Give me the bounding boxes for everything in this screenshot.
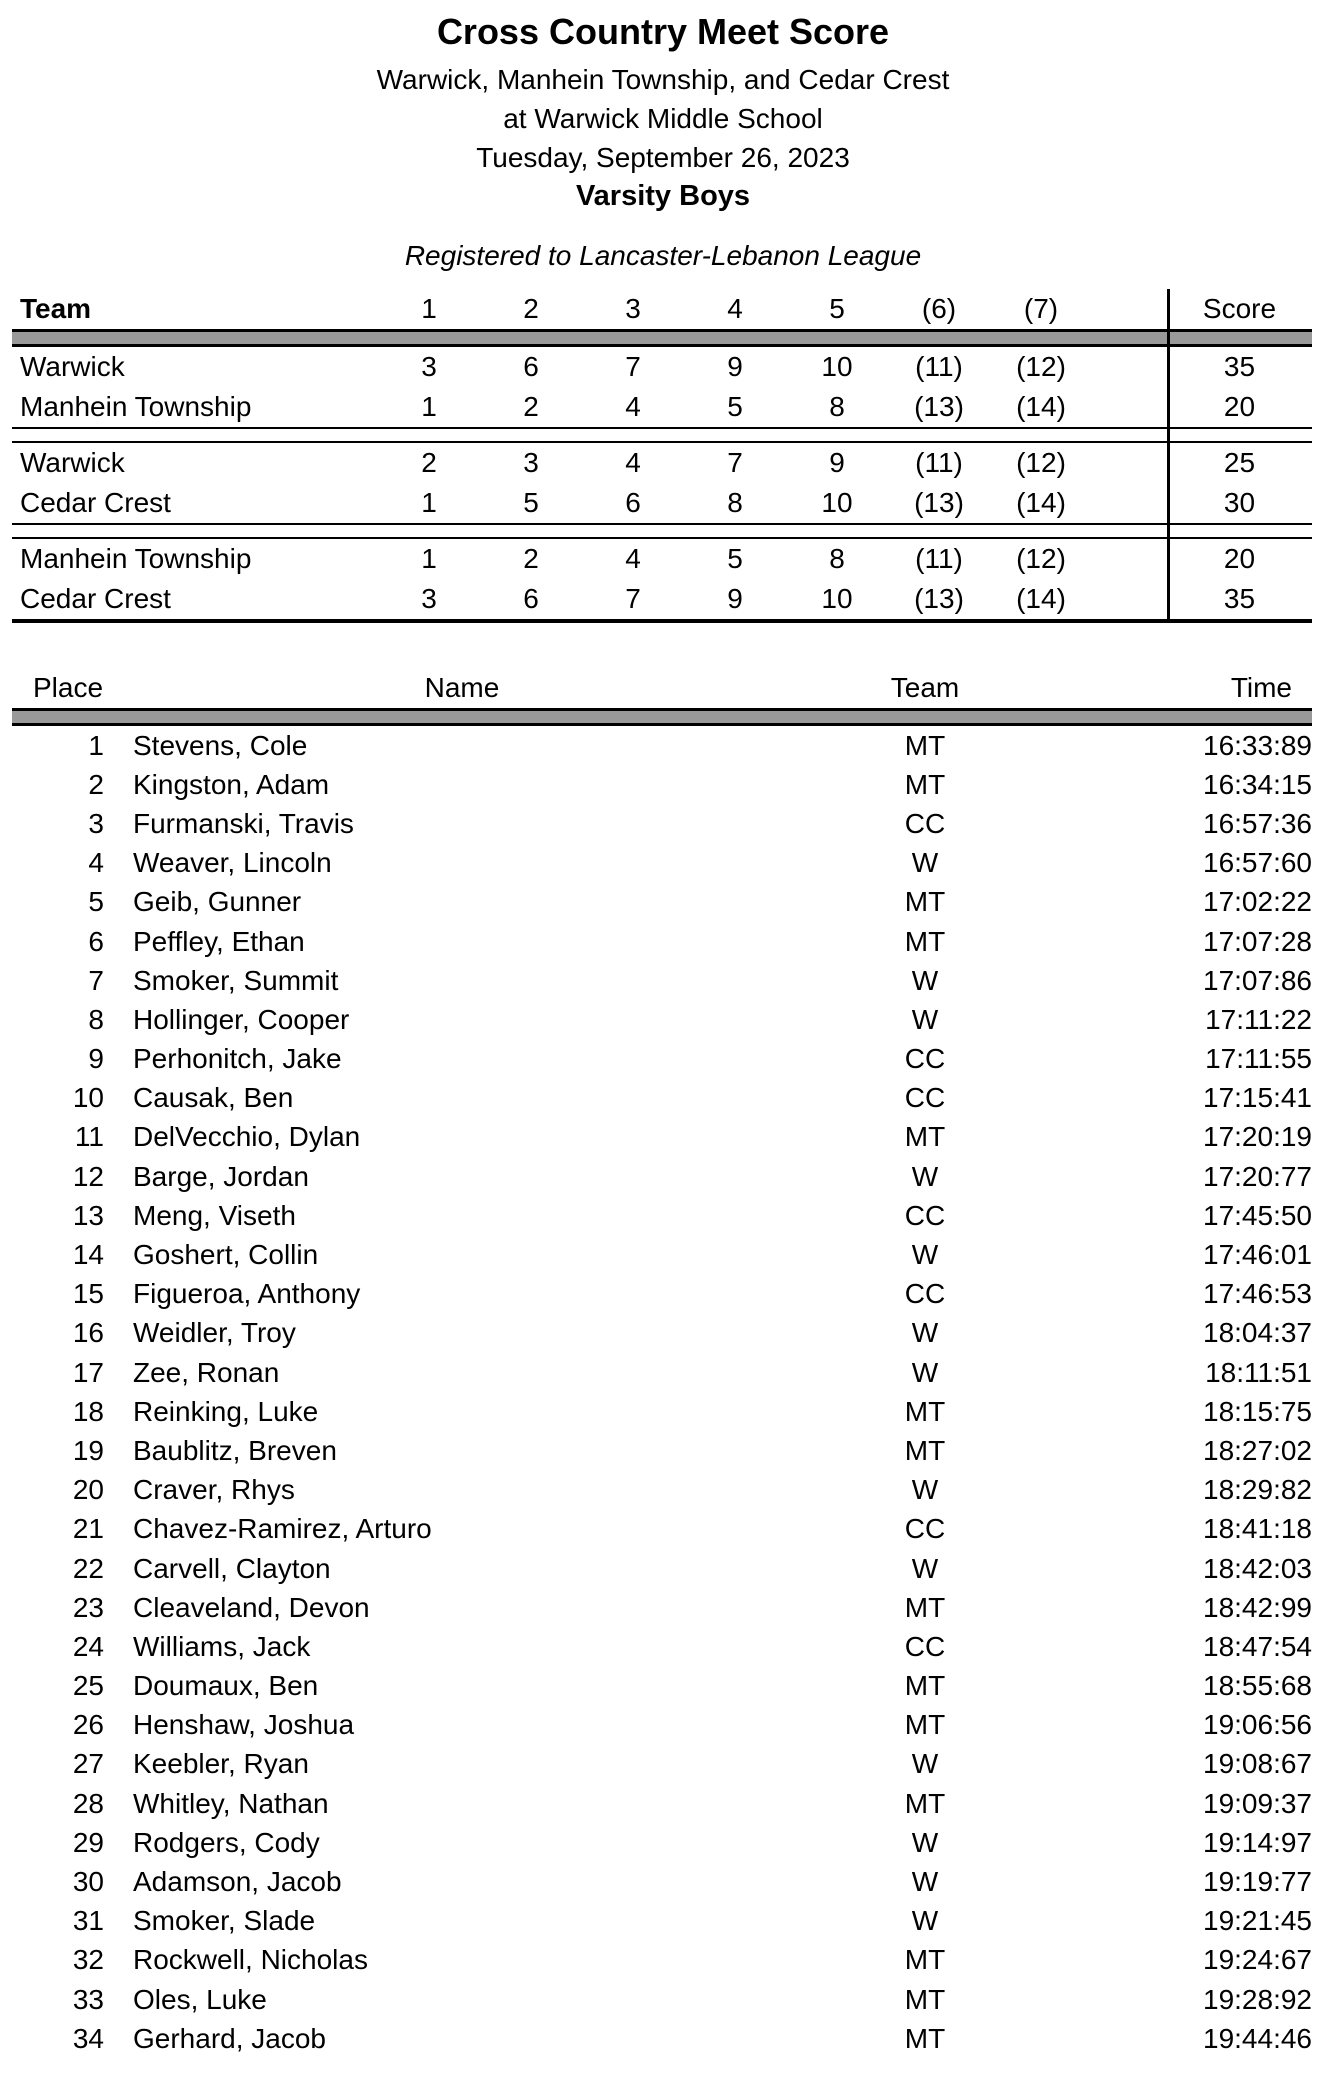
score-table-groups bbox=[12, 347, 1312, 619]
result-time-cell: 19:09:37 bbox=[1203, 1787, 1312, 1819]
header-place-4: 4 bbox=[727, 293, 743, 324]
result-name-cell: Smoker, Slade bbox=[133, 1905, 316, 1937]
result-team-cell: W bbox=[911, 1356, 939, 1388]
header-time: Time bbox=[1230, 672, 1292, 703]
results-table-body bbox=[12, 726, 1312, 2058]
result-team-cell: W bbox=[911, 1317, 939, 1349]
place-number-cell: 2 bbox=[523, 543, 539, 574]
result-row bbox=[12, 804, 1312, 843]
place-number-cell: 8 bbox=[727, 487, 743, 518]
place-number-cell: 5 bbox=[727, 391, 743, 422]
place-number-cell: 9 bbox=[727, 583, 743, 614]
result-row bbox=[12, 1902, 1312, 1941]
header-team: Team bbox=[20, 293, 92, 324]
result-place-cell: 21 bbox=[72, 1513, 104, 1545]
score-row bbox=[12, 443, 1312, 483]
result-team-cell: MT bbox=[904, 1944, 946, 1976]
result-row bbox=[12, 726, 1312, 765]
result-name-cell: Oles, Luke bbox=[133, 1983, 267, 2015]
result-row bbox=[12, 1353, 1312, 1392]
result-time-cell: 19:24:67 bbox=[1203, 1944, 1312, 1976]
result-name-cell: Doumaux, Ben bbox=[133, 1670, 319, 1702]
meet-score-document bbox=[0, 12, 1326, 2085]
result-name-cell: Henshaw, Joshua bbox=[133, 1709, 355, 1741]
result-team-cell: W bbox=[911, 1552, 939, 1584]
place-number-cell: (12) bbox=[1016, 543, 1066, 574]
place-number-cell: (14) bbox=[1016, 391, 1066, 422]
result-team-cell: W bbox=[911, 1160, 939, 1192]
result-name-cell: Rockwell, Nicholas bbox=[133, 1944, 368, 1976]
result-row bbox=[12, 1627, 1312, 1666]
place-number-cell: (12) bbox=[1016, 351, 1066, 382]
score-row bbox=[12, 539, 1312, 579]
result-time-cell: 17:07:28 bbox=[1203, 925, 1312, 957]
result-team-cell: W bbox=[911, 1003, 939, 1035]
result-time-cell: 18:15:75 bbox=[1203, 1395, 1312, 1427]
result-row bbox=[12, 1510, 1312, 1549]
result-team-cell: MT bbox=[904, 1395, 946, 1427]
result-row bbox=[12, 922, 1312, 961]
result-row bbox=[12, 883, 1312, 922]
place-number-cell: 4 bbox=[625, 391, 641, 422]
document-header bbox=[0, 12, 1326, 275]
result-name-cell: Rodgers, Cody bbox=[133, 1826, 320, 1858]
result-place-cell: 10 bbox=[72, 1082, 104, 1114]
result-row bbox=[12, 961, 1312, 1000]
score-value-cell: 20 bbox=[1223, 391, 1256, 422]
result-place-cell: 8 bbox=[88, 1003, 104, 1035]
header-place-2: 2 bbox=[523, 293, 539, 324]
place-number-cell: 4 bbox=[625, 543, 641, 574]
team-name-cell: Manhein Township bbox=[20, 543, 252, 574]
result-name-cell: Goshert, Collin bbox=[133, 1239, 319, 1271]
place-number-cell: 3 bbox=[421, 351, 437, 382]
place-number-cell: 10 bbox=[821, 487, 853, 518]
place-number-cell: 1 bbox=[421, 487, 437, 518]
result-team-cell: MT bbox=[904, 886, 946, 918]
result-name-cell: Craver, Rhys bbox=[133, 1474, 295, 1506]
result-row bbox=[12, 1196, 1312, 1235]
place-number-cell: (13) bbox=[914, 391, 964, 422]
result-time-cell: 16:33:89 bbox=[1203, 729, 1312, 761]
result-row bbox=[12, 1667, 1312, 1706]
result-row bbox=[12, 1079, 1312, 1118]
place-number-cell: 10 bbox=[821, 351, 853, 382]
result-name-cell: Reinking, Luke bbox=[133, 1395, 319, 1427]
result-row bbox=[12, 1392, 1312, 1431]
place-number-cell: (13) bbox=[914, 487, 964, 518]
header-place-3: 3 bbox=[625, 293, 641, 324]
result-team-cell: MT bbox=[904, 729, 946, 761]
result-time-cell: 17:15:41 bbox=[1203, 1082, 1312, 1114]
result-time-cell: 18:04:37 bbox=[1203, 1317, 1312, 1349]
place-number-cell: 3 bbox=[523, 447, 539, 478]
result-team-cell: CC bbox=[904, 1082, 946, 1114]
matchup-separator bbox=[12, 427, 1312, 443]
result-team-cell: CC bbox=[904, 807, 946, 839]
place-number-cell: 6 bbox=[523, 583, 539, 614]
place-number-cell: 7 bbox=[625, 583, 641, 614]
score-row bbox=[12, 483, 1312, 523]
place-number-cell: 2 bbox=[421, 447, 437, 478]
result-place-cell: 14 bbox=[72, 1239, 104, 1271]
result-place-cell: 1 bbox=[88, 729, 104, 761]
place-number-cell: (14) bbox=[1016, 487, 1066, 518]
result-name-cell: Meng, Viseth bbox=[133, 1199, 296, 1231]
result-row bbox=[12, 1980, 1312, 2019]
result-name-cell: Perhonitch, Jake bbox=[133, 1043, 342, 1075]
results-header-row bbox=[12, 668, 1312, 708]
result-place-cell: 18 bbox=[72, 1395, 104, 1427]
result-row bbox=[12, 1784, 1312, 1823]
result-place-cell: 34 bbox=[72, 2022, 104, 2054]
place-number-cell: 10 bbox=[821, 583, 853, 614]
result-name-cell: Figueroa, Anthony bbox=[133, 1278, 361, 1310]
result-team-cell: MT bbox=[904, 925, 946, 957]
result-place-cell: 33 bbox=[72, 1983, 104, 2015]
result-row bbox=[12, 1941, 1312, 1980]
place-number-cell: (14) bbox=[1016, 583, 1066, 614]
result-team-cell: W bbox=[911, 1474, 939, 1506]
score-row bbox=[12, 347, 1312, 387]
result-time-cell: 18:55:68 bbox=[1203, 1670, 1312, 1702]
place-number-cell: 9 bbox=[829, 447, 845, 478]
result-place-cell: 6 bbox=[88, 925, 104, 957]
result-name-cell: Geib, Gunner bbox=[133, 886, 302, 918]
result-time-cell: 19:06:56 bbox=[1203, 1709, 1312, 1741]
result-place-cell: 30 bbox=[72, 1866, 104, 1898]
result-place-cell: 3 bbox=[88, 807, 104, 839]
result-row bbox=[12, 1040, 1312, 1079]
place-number-cell: (11) bbox=[915, 351, 963, 382]
score-value-cell: 20 bbox=[1223, 543, 1256, 574]
result-time-cell: 17:45:50 bbox=[1203, 1199, 1312, 1231]
result-time-cell: 17:11:55 bbox=[1205, 1043, 1312, 1075]
score-table-header-row bbox=[12, 289, 1312, 329]
page-title: Cross Country Meet Score bbox=[436, 11, 890, 52]
score-table-bottom-rule bbox=[12, 619, 1312, 623]
place-number-cell: 7 bbox=[625, 351, 641, 382]
result-name-cell: Carvell, Clayton bbox=[133, 1552, 331, 1584]
team-name-cell: Warwick bbox=[20, 447, 125, 478]
header-place-6: (6) bbox=[921, 293, 957, 324]
place-number-cell: 4 bbox=[625, 447, 641, 478]
result-team-cell: W bbox=[911, 1866, 939, 1898]
result-time-cell: 17:07:86 bbox=[1203, 964, 1312, 996]
result-name-cell: Gerhard, Jacob bbox=[133, 2022, 326, 2054]
result-time-cell: 18:47:54 bbox=[1203, 1630, 1312, 1662]
result-time-cell: 18:42:03 bbox=[1203, 1552, 1312, 1584]
result-place-cell: 28 bbox=[72, 1787, 104, 1819]
result-name-cell: Smoker, Summit bbox=[133, 964, 339, 996]
result-place-cell: 16 bbox=[72, 1317, 104, 1349]
place-number-cell: 3 bbox=[421, 583, 437, 614]
result-time-cell: 19:21:45 bbox=[1203, 1905, 1312, 1937]
place-number-cell: 7 bbox=[727, 447, 743, 478]
result-time-cell: 18:41:18 bbox=[1203, 1513, 1312, 1545]
result-place-cell: 17 bbox=[72, 1356, 104, 1388]
result-team-cell: W bbox=[911, 1748, 939, 1780]
place-number-cell: (12) bbox=[1016, 447, 1066, 478]
result-team-cell: CC bbox=[904, 1630, 946, 1662]
result-place-cell: 5 bbox=[88, 886, 104, 918]
place-number-cell: 1 bbox=[421, 543, 437, 574]
result-place-cell: 19 bbox=[72, 1434, 104, 1466]
result-name-cell: Chavez-Ramirez, Arturo bbox=[133, 1513, 432, 1545]
score-value-cell: 25 bbox=[1223, 447, 1256, 478]
result-row bbox=[12, 1706, 1312, 1745]
result-time-cell: 19:14:97 bbox=[1203, 1826, 1312, 1858]
result-time-cell: 19:28:92 bbox=[1203, 1983, 1312, 2015]
result-row bbox=[12, 1000, 1312, 1039]
result-place-cell: 4 bbox=[88, 847, 104, 879]
place-number-cell: (11) bbox=[915, 543, 963, 574]
result-time-cell: 17:46:01 bbox=[1203, 1239, 1312, 1271]
header-team-col: Team bbox=[890, 672, 960, 703]
place-number-cell: 9 bbox=[727, 351, 743, 382]
team-name-cell: Cedar Crest bbox=[20, 487, 171, 518]
result-row bbox=[12, 1157, 1312, 1196]
header-place-7: (7) bbox=[1023, 293, 1059, 324]
result-team-cell: W bbox=[911, 1905, 939, 1937]
result-time-cell: 16:57:36 bbox=[1203, 807, 1312, 839]
result-name-cell: Stevens, Cole bbox=[133, 729, 308, 761]
result-name-cell: Zee, Ronan bbox=[133, 1356, 280, 1388]
result-time-cell: 18:42:99 bbox=[1203, 1591, 1312, 1623]
matchup-separator bbox=[12, 523, 1312, 539]
place-number-cell: 5 bbox=[523, 487, 539, 518]
result-team-cell: CC bbox=[904, 1513, 946, 1545]
division-label: Varsity Boys bbox=[575, 180, 751, 212]
result-team-cell: CC bbox=[904, 1199, 946, 1231]
result-place-cell: 11 bbox=[74, 1121, 104, 1153]
result-row bbox=[12, 1862, 1312, 1901]
score-column-divider bbox=[1167, 289, 1170, 623]
result-team-cell: MT bbox=[904, 2022, 946, 2054]
result-name-cell: Adamson, Jacob bbox=[133, 1866, 342, 1898]
result-team-cell: MT bbox=[904, 768, 946, 800]
result-time-cell: 16:34:15 bbox=[1203, 768, 1312, 800]
result-row bbox=[12, 2019, 1312, 2058]
result-team-cell: W bbox=[911, 847, 939, 879]
results-table bbox=[12, 668, 1312, 2058]
result-place-cell: 15 bbox=[72, 1278, 104, 1310]
score-value-cell: 35 bbox=[1223, 351, 1256, 382]
result-row bbox=[12, 765, 1312, 804]
place-number-cell: (11) bbox=[915, 447, 963, 478]
result-name-cell: Whitley, Nathan bbox=[133, 1787, 329, 1819]
subtitle-date: Tuesday, September 26, 2023 bbox=[476, 142, 850, 173]
header-score: Score bbox=[1202, 293, 1277, 324]
place-number-cell: 8 bbox=[829, 391, 845, 422]
place-number-cell: 2 bbox=[523, 391, 539, 422]
result-place-cell: 20 bbox=[72, 1474, 104, 1506]
result-place-cell: 12 bbox=[72, 1160, 104, 1192]
result-place-cell: 9 bbox=[88, 1043, 104, 1075]
result-time-cell: 18:11:51 bbox=[1205, 1356, 1312, 1388]
result-place-cell: 2 bbox=[88, 768, 104, 800]
result-name-cell: Peffley, Ethan bbox=[133, 925, 305, 957]
result-name-cell: Causak, Ben bbox=[133, 1082, 294, 1114]
result-place-cell: 26 bbox=[72, 1709, 104, 1741]
subtitle-teams: Warwick, Manhein Township, and Cedar Crest bbox=[376, 64, 950, 95]
score-value-cell: 35 bbox=[1223, 583, 1256, 614]
place-number-cell: 5 bbox=[727, 543, 743, 574]
result-place-cell: 31 bbox=[72, 1905, 104, 1937]
result-row bbox=[12, 1118, 1312, 1157]
result-place-cell: 13 bbox=[72, 1199, 104, 1231]
result-name-cell: Baublitz, Breven bbox=[133, 1434, 337, 1466]
team-name-cell: Warwick bbox=[20, 351, 125, 382]
result-name-cell: Weidler, Troy bbox=[133, 1317, 296, 1349]
result-time-cell: 17:11:22 bbox=[1205, 1003, 1312, 1035]
result-place-cell: 25 bbox=[72, 1670, 104, 1702]
score-value-cell: 30 bbox=[1223, 487, 1256, 518]
score-row bbox=[12, 579, 1312, 619]
result-time-cell: 18:29:82 bbox=[1203, 1474, 1312, 1506]
result-place-cell: 22 bbox=[72, 1552, 104, 1584]
header-place-5: 5 bbox=[829, 293, 845, 324]
result-row bbox=[12, 1471, 1312, 1510]
result-team-cell: CC bbox=[904, 1278, 946, 1310]
result-time-cell: 19:08:67 bbox=[1203, 1748, 1312, 1780]
result-row bbox=[12, 844, 1312, 883]
place-number-cell: 6 bbox=[625, 487, 641, 518]
result-time-cell: 18:27:02 bbox=[1203, 1434, 1312, 1466]
result-time-cell: 19:19:77 bbox=[1203, 1866, 1312, 1898]
score-row bbox=[12, 387, 1312, 427]
place-number-cell: 6 bbox=[523, 351, 539, 382]
result-name-cell: Barge, Jordan bbox=[133, 1160, 309, 1192]
subtitle-location: at Warwick Middle School bbox=[503, 103, 823, 134]
header-place: Place bbox=[33, 672, 104, 703]
result-team-cell: W bbox=[911, 964, 939, 996]
result-name-cell: Furmanski, Travis bbox=[133, 807, 354, 839]
result-name-cell: Cleaveland, Devon bbox=[133, 1591, 370, 1623]
result-team-cell: MT bbox=[904, 1709, 946, 1741]
header-name: Name bbox=[424, 672, 500, 703]
result-team-cell: MT bbox=[904, 1591, 946, 1623]
team-score-table bbox=[12, 289, 1312, 623]
result-team-cell: CC bbox=[904, 1043, 946, 1075]
place-number-cell: 1 bbox=[421, 391, 437, 422]
result-name-cell: Williams, Jack bbox=[133, 1630, 311, 1662]
result-time-cell: 17:20:77 bbox=[1203, 1160, 1312, 1192]
team-name-cell: Cedar Crest bbox=[20, 583, 171, 614]
result-row bbox=[12, 1823, 1312, 1862]
place-number-cell: (13) bbox=[914, 583, 964, 614]
result-name-cell: Kingston, Adam bbox=[133, 768, 330, 800]
result-time-cell: 17:02:22 bbox=[1203, 886, 1312, 918]
result-row bbox=[12, 1549, 1312, 1588]
result-time-cell: 19:44:46 bbox=[1203, 2022, 1312, 2054]
result-team-cell: MT bbox=[904, 1787, 946, 1819]
result-place-cell: 24 bbox=[72, 1630, 104, 1662]
result-name-cell: Hollinger, Cooper bbox=[133, 1003, 350, 1035]
result-row bbox=[12, 1275, 1312, 1314]
result-row bbox=[12, 1431, 1312, 1470]
registration-note: Registered to Lancaster-Lebanon League bbox=[404, 240, 922, 271]
result-place-cell: 27 bbox=[72, 1748, 104, 1780]
result-team-cell: W bbox=[911, 1826, 939, 1858]
result-team-cell: MT bbox=[904, 1434, 946, 1466]
result-team-cell: W bbox=[911, 1239, 939, 1271]
result-team-cell: MT bbox=[904, 1670, 946, 1702]
result-place-cell: 32 bbox=[72, 1944, 104, 1976]
result-time-cell: 16:57:60 bbox=[1203, 847, 1312, 879]
result-time-cell: 17:46:53 bbox=[1203, 1278, 1312, 1310]
result-time-cell: 17:20:19 bbox=[1203, 1121, 1312, 1153]
result-team-cell: MT bbox=[904, 1983, 946, 2015]
team-name-cell: Manhein Township bbox=[20, 391, 252, 422]
result-place-cell: 23 bbox=[72, 1591, 104, 1623]
result-row bbox=[12, 1235, 1312, 1274]
result-row bbox=[12, 1588, 1312, 1627]
header-place-1: 1 bbox=[421, 293, 437, 324]
header-gray-bar bbox=[12, 332, 1312, 344]
result-team-cell: MT bbox=[904, 1121, 946, 1153]
result-name-cell: Keebler, Ryan bbox=[133, 1748, 309, 1780]
place-number-cell: 8 bbox=[829, 543, 845, 574]
result-place-cell: 29 bbox=[72, 1826, 104, 1858]
result-row bbox=[12, 1745, 1312, 1784]
result-row bbox=[12, 1314, 1312, 1353]
results-gray-bar bbox=[12, 711, 1312, 723]
result-place-cell: 7 bbox=[88, 964, 104, 996]
result-name-cell: DelVecchio, Dylan bbox=[133, 1121, 361, 1153]
result-name-cell: Weaver, Lincoln bbox=[133, 847, 332, 879]
